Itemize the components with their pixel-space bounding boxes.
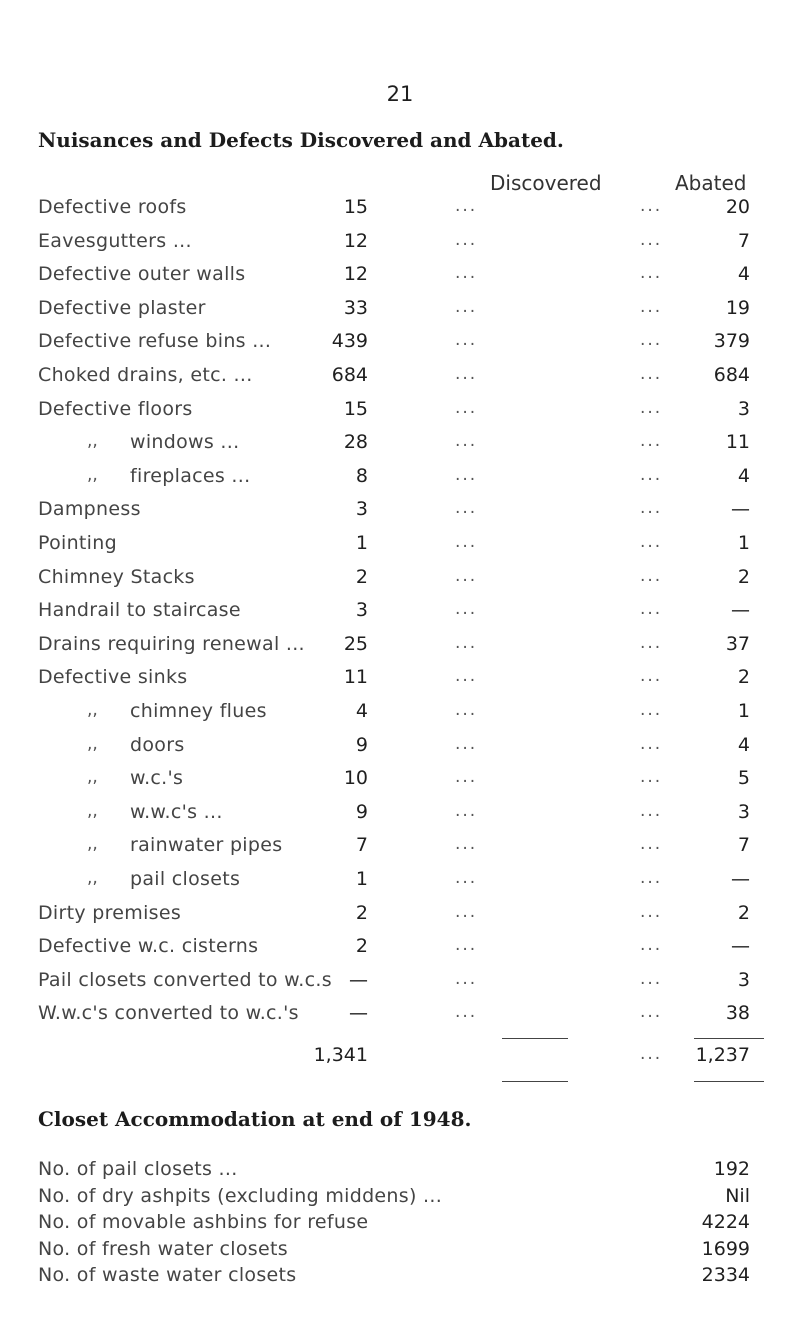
dot-leader: ... [455,196,478,216]
dot-leader: ... [455,733,478,754]
table-row [0,330,800,360]
total-abated: 1,237 [695,1044,750,1066]
row-label: Choked drains, etc. ... [38,364,253,386]
discovered-value: 9 [355,733,368,756]
row-label: Pail closets converted to w.c.s [38,968,332,991]
dot-leader: ... [640,800,663,821]
dot-leader: ... [455,397,478,418]
dot-leader: ... [640,296,663,317]
abated-value: — [731,498,750,521]
dot-leader: ... [455,464,478,485]
discovered-value: 3 [355,599,368,622]
dot-leader: ... [455,599,478,620]
row-label: Defective roofs [38,196,187,218]
list-item [0,1238,800,1268]
discovered-value: 15 [343,196,368,218]
abated-value: 4 [737,263,750,286]
table-row [0,498,800,528]
discovered-value: 7 [355,834,368,857]
total-rule-bottom-discovered [502,1081,568,1082]
dot-leader: ... [640,968,663,989]
discovered-value: 4 [355,700,368,722]
row-label: pail closets [130,868,241,890]
table-row [0,532,800,562]
dot-leader: ... [455,632,478,653]
table-row [0,297,800,327]
discovered-value: 2 [355,901,368,924]
dot-leader: ... [455,498,478,519]
table-row [0,734,800,764]
item-label: No. of fresh water closets [38,1237,288,1260]
dot-leader: ... [455,666,478,687]
abated-value: — [731,599,750,622]
total-rule-top-abated [694,1038,764,1039]
discovered-value: 8 [355,464,368,487]
abated-value: 7 [737,229,750,252]
table-row [0,767,800,797]
dot-leader: ... [640,532,663,552]
item-label: No. of movable ashbins for refuse [38,1211,369,1233]
row-label: Drains requiring renewal ... [38,632,305,655]
item-label: No. of pail closets ... [38,1158,238,1180]
column-header-abated: Abated [675,171,747,195]
dot-leader: ... [455,296,478,317]
abated-value: — [731,868,750,890]
abated-value: 684 [713,364,750,386]
table-row [0,700,800,730]
abated-value: 4 [737,733,750,756]
ditto-mark: ,, [87,767,98,788]
discovered-value: 11 [343,666,368,689]
row-label: rainwater pipes [130,834,283,857]
dot-leader: ... [640,364,663,384]
discovered-value: 1 [355,868,368,890]
abated-value: 2 [737,666,750,689]
abated-value: 2 [737,901,750,924]
item-label: No. of dry ashpits (excluding middens) ... [38,1184,443,1207]
abated-value: 2 [737,565,750,588]
dot-leader: ... [640,599,663,620]
section-title-nuisances: Nuisances and Defects Discovered and Abated. [38,128,564,152]
dot-leader: ... [640,464,663,485]
discovered-value: 28 [343,431,368,454]
discovered-value: 33 [343,296,368,319]
row-label: w.w.c's ... [130,800,223,823]
dot-leader: ... [640,263,663,284]
abated-value: 37 [725,632,750,655]
abated-value: 1 [737,532,750,554]
total-rule-bottom-abated [694,1081,764,1082]
discovered-value: 15 [343,397,368,420]
row-label: Defective outer walls [38,263,246,286]
dot-leader: ... [640,330,663,351]
table-row [0,969,800,999]
dot-leader: ... [640,834,663,855]
total-discovered: 1,341 [313,1044,368,1066]
totals-row [0,1044,800,1088]
discovered-value: 12 [343,263,368,286]
discovered-value: 2 [355,935,368,958]
table-row [0,666,800,696]
discovered-value: — [349,1002,368,1025]
ditto-mark: ,, [87,834,98,855]
table-row [0,196,800,226]
dot-leader: ... [455,229,478,250]
discovered-value: 12 [343,229,368,252]
list-item [0,1158,800,1188]
dot-leader: ... [455,364,478,384]
table-row [0,1002,800,1032]
item-value: 4224 [701,1211,750,1233]
row-label: Dampness [38,498,141,521]
row-label: Defective w.c. cisterns [38,935,259,958]
abated-value: 5 [737,767,750,790]
dot-leader: ... [455,800,478,821]
dot-leader: ... [640,1002,663,1023]
item-label: No. of waste water closets [38,1264,297,1286]
dot-leader: ... [455,968,478,989]
list-item [0,1185,800,1215]
abated-value: 1 [737,700,750,722]
table-row [0,465,800,495]
dot-leader: ... [455,330,478,351]
abated-value: 11 [725,431,750,454]
row-label: Pointing [38,532,117,554]
dot-leader: ... [455,767,478,788]
row-label: Dirty premises [38,901,182,924]
table-row [0,868,800,898]
table-row [0,398,800,428]
abated-value: 3 [737,968,750,991]
dot-leader: ... [640,767,663,788]
discovered-value: 1 [355,532,368,554]
row-label: doors [130,733,185,756]
dot-leader: ... [455,834,478,855]
discovered-value: 439 [331,330,368,353]
table-row [0,834,800,864]
dot-leader: ... [640,901,663,922]
dot-leader: ... [640,935,663,956]
dot-leader: ... [455,700,478,720]
ditto-mark: ,, [87,431,98,452]
table-row [0,599,800,629]
dot-leader: ... [640,666,663,687]
dot-leader: ... [640,632,663,653]
dot-leader: ... [640,733,663,754]
row-label: fireplaces ... [130,464,251,487]
abated-value: 20 [725,196,750,218]
dot-leader: ... [640,700,663,720]
item-value: 192 [713,1158,750,1180]
dot-leader: ... [640,498,663,519]
page-number: 21 [386,82,414,106]
ditto-mark: ,, [87,700,98,720]
row-label: Defective plaster [38,296,206,319]
ditto-mark: ,, [87,868,98,888]
table-row [0,263,800,293]
abated-value: 38 [725,1002,750,1025]
dot-leader: ... [640,431,663,452]
list-item [0,1264,800,1294]
item-value: 2334 [701,1264,750,1286]
row-label: Defective sinks [38,666,188,689]
dot-leader: ... [455,532,478,552]
abated-value: 19 [725,296,750,319]
abated-value: 7 [737,834,750,857]
dot-leader: ... [455,565,478,586]
ditto-mark: ,, [87,733,98,754]
row-label: chimney flues [130,700,267,722]
discovered-value: 10 [343,767,368,790]
discovered-value: 2 [355,565,368,588]
dot-leader: ... [455,431,478,452]
discovered-value: 684 [331,364,368,386]
row-label: Chimney Stacks [38,565,195,588]
dot-leader: ... [640,196,663,216]
discovered-value: 9 [355,800,368,823]
table-row [0,633,800,663]
section-title-closets: Closet Accommodation at end of 1948. [38,1107,472,1131]
table-row [0,364,800,394]
item-value: 1699 [701,1237,750,1260]
table-row [0,935,800,965]
dot-leader: ... [640,397,663,418]
abated-value: 4 [737,464,750,487]
row-label: windows ... [130,431,240,454]
dot-leader: ... [455,935,478,956]
discovered-value: 25 [343,632,368,655]
discovered-value: — [349,968,368,991]
abated-value: — [731,935,750,958]
abated-value: 379 [713,330,750,353]
ditto-mark: ,, [87,464,98,485]
abated-value: 3 [737,800,750,823]
table-row [0,801,800,831]
dot-leader: ... [455,901,478,922]
row-label: W.w.c's converted to w.c.'s [38,1002,299,1025]
list-item [0,1211,800,1241]
row-label: Eavesgutters ... [38,229,192,252]
dot-leader: ... [455,263,478,284]
table-row [0,566,800,596]
item-value: Nil [725,1184,750,1207]
dot-leader: ... [640,229,663,250]
row-label: Defective floors [38,397,193,420]
table-row [0,431,800,461]
abated-value: 3 [737,397,750,420]
ditto-mark: ,, [87,800,98,821]
table-row [0,230,800,260]
dot-leader: ... [455,868,478,888]
discovered-value: 3 [355,498,368,521]
dot-leader: ... [640,565,663,586]
total-rule-top-discovered [502,1038,568,1039]
row-label: Handrail to staircase [38,599,241,622]
table-row [0,902,800,932]
row-label: Defective refuse bins ... [38,330,272,353]
total-leader: ... [640,1044,663,1064]
dot-leader: ... [640,868,663,888]
dot-leader: ... [455,1002,478,1023]
column-header-discovered: Discovered [490,171,602,195]
row-label: w.c.'s [130,767,184,790]
